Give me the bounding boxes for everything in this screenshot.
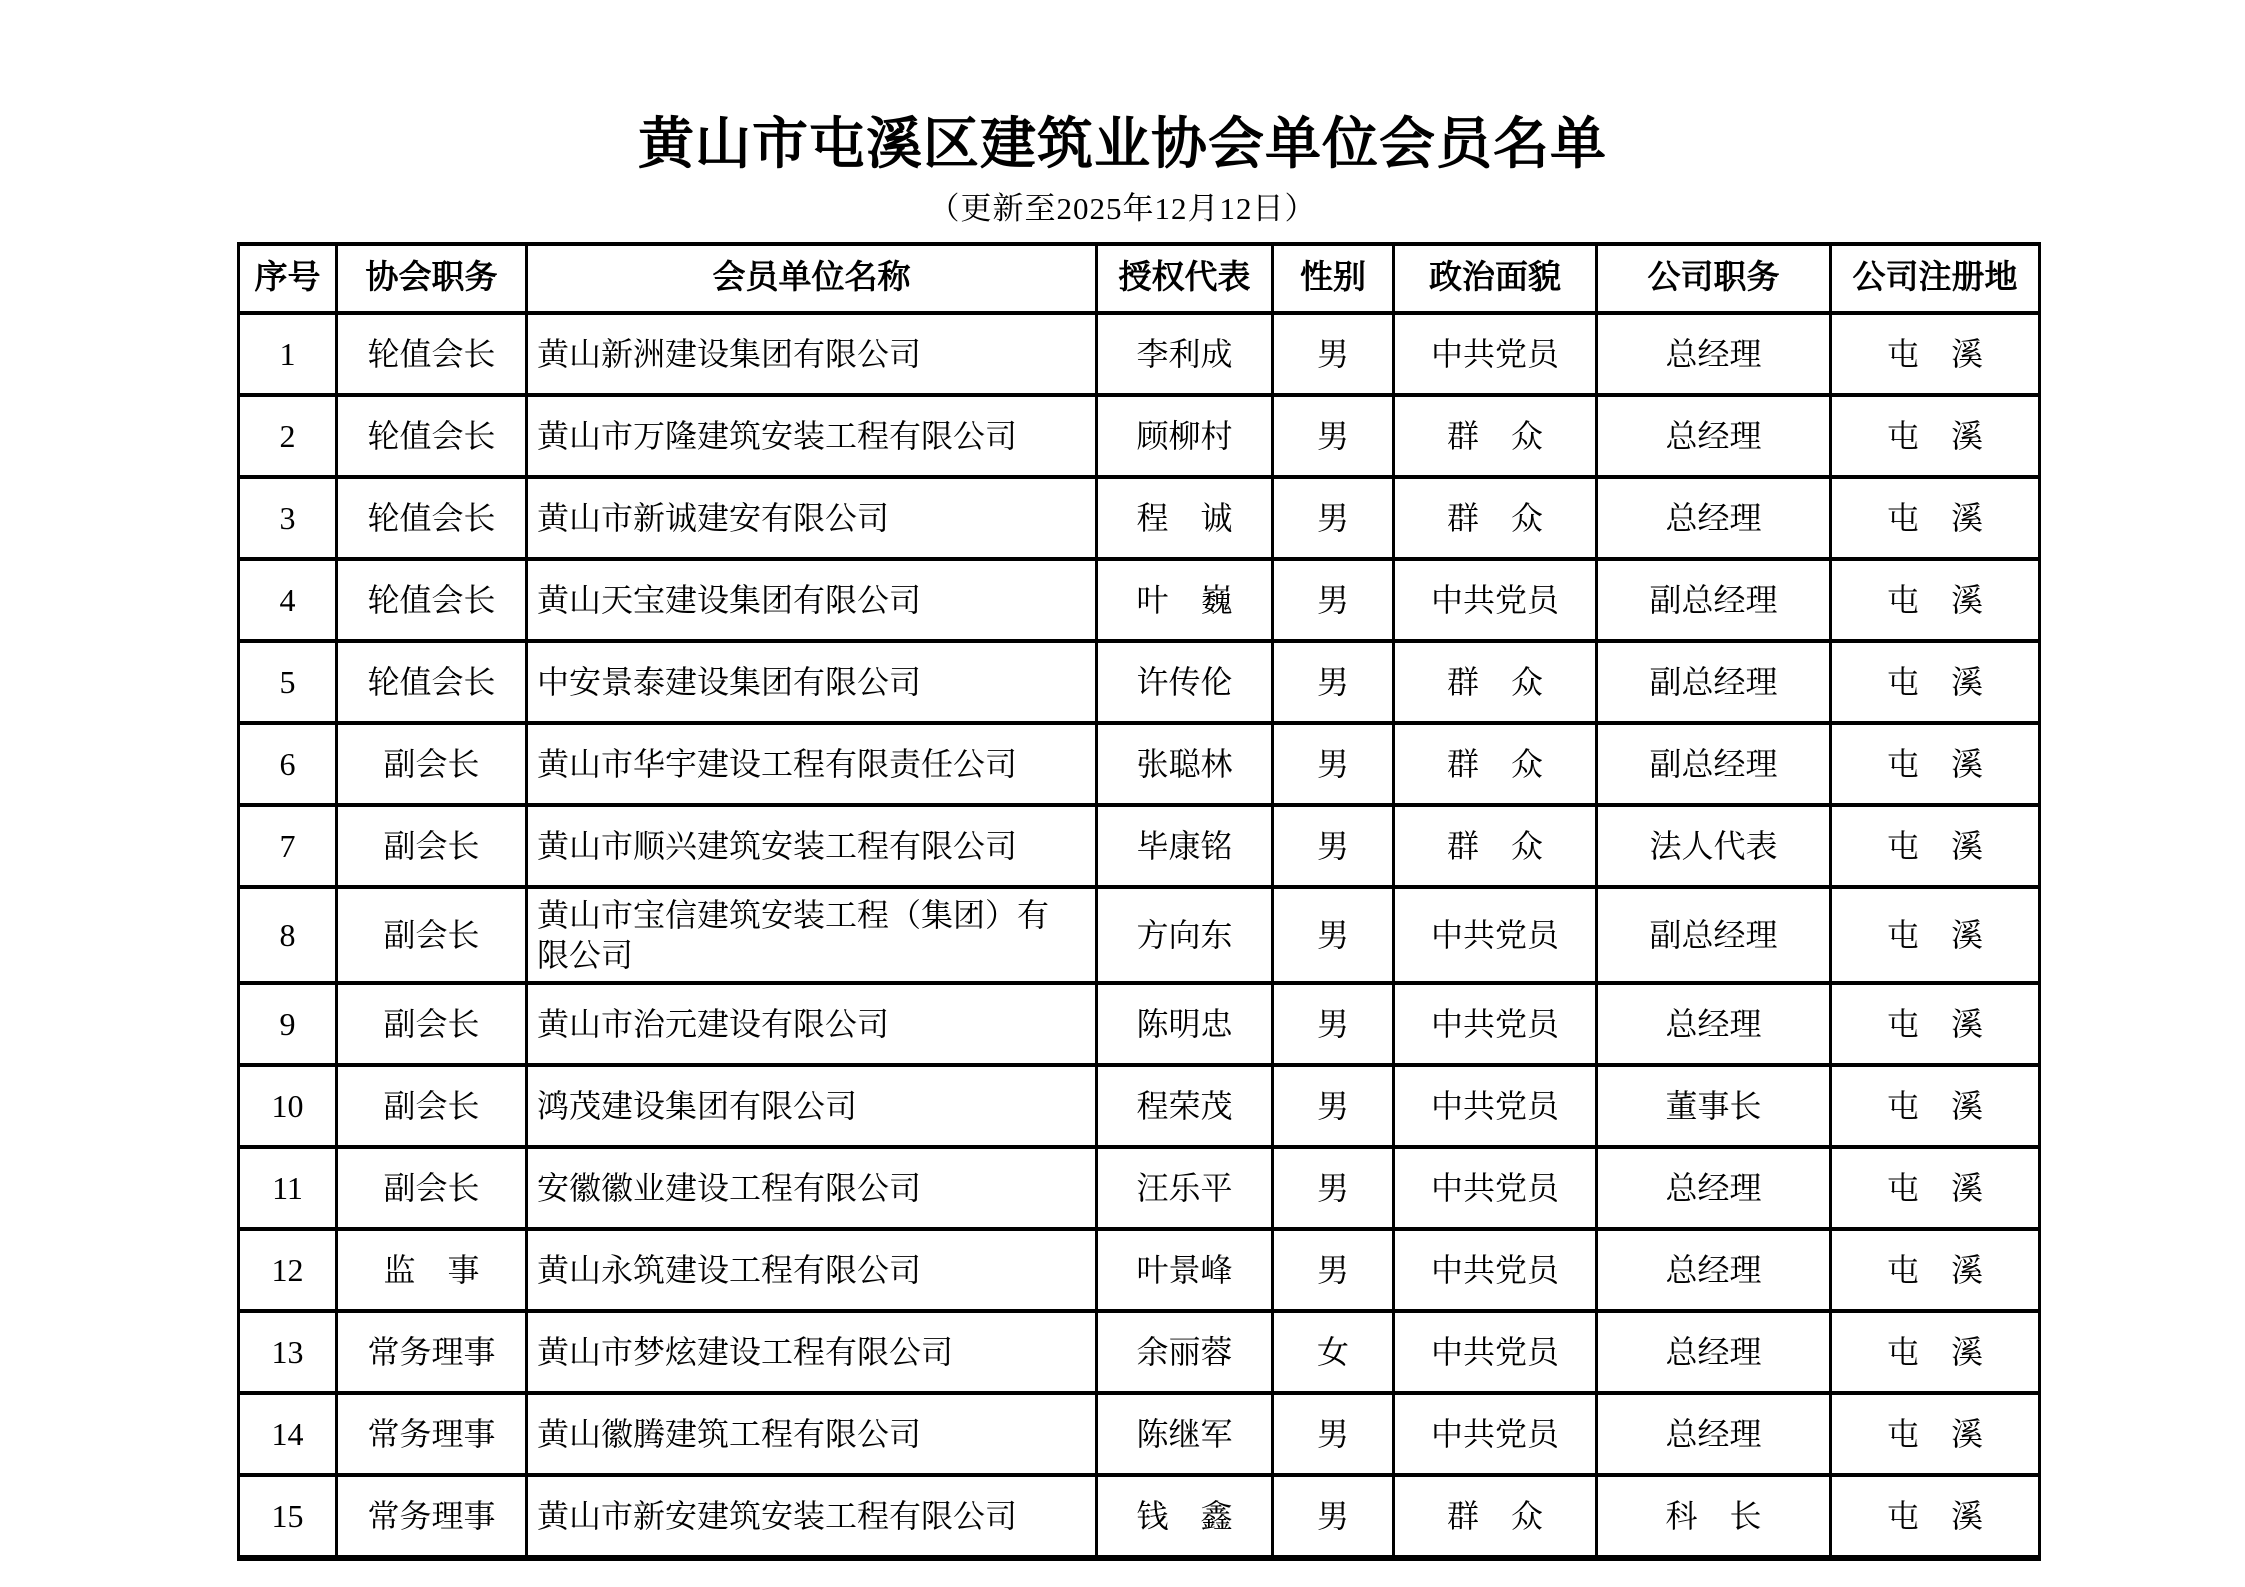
cell-location: 屯 溪 bbox=[1831, 477, 2040, 559]
cell-gender: 男 bbox=[1273, 1475, 1394, 1558]
cell-title: 总经理 bbox=[1597, 1147, 1831, 1229]
cell-gender: 男 bbox=[1273, 1229, 1394, 1311]
page-title: 黄山市屯溪区建筑业协会单位会员名单 bbox=[638, 114, 1607, 176]
cell-location: 屯 溪 bbox=[1831, 1147, 2040, 1229]
cell-position: 轮值会长 bbox=[337, 641, 527, 723]
cell-representative: 程荣茂 bbox=[1097, 1065, 1273, 1147]
cell-gender: 女 bbox=[1273, 1311, 1394, 1393]
cell-company: 中安景泰建设集团有限公司 bbox=[527, 641, 1097, 723]
cell-title: 总经理 bbox=[1597, 313, 1831, 395]
cell-political: 中共党员 bbox=[1394, 887, 1597, 983]
header-representative: 授权代表 bbox=[1097, 244, 1273, 313]
table-row bbox=[239, 559, 2040, 641]
cell-company: 黄山市新安建筑安装工程有限公司 bbox=[527, 1475, 1097, 1558]
cell-political: 中共党员 bbox=[1394, 1393, 1597, 1475]
cell-representative: 叶 巍 bbox=[1097, 559, 1273, 641]
cell-no: 13 bbox=[239, 1311, 337, 1393]
cell-company: 黄山市万隆建筑安装工程有限公司 bbox=[527, 395, 1097, 477]
cell-title: 副总经理 bbox=[1597, 641, 1831, 723]
cell-gender: 男 bbox=[1273, 723, 1394, 805]
table-row bbox=[239, 395, 2040, 477]
cell-no: 9 bbox=[239, 983, 337, 1065]
cell-company: 黄山永筑建设工程有限公司 bbox=[527, 1229, 1097, 1311]
header-no: 序号 bbox=[239, 244, 337, 313]
cell-political: 群 众 bbox=[1394, 477, 1597, 559]
cell-location: 屯 溪 bbox=[1831, 1475, 2040, 1558]
cell-no: 2 bbox=[239, 395, 337, 477]
cell-representative: 李利成 bbox=[1097, 313, 1273, 395]
cell-title: 科 长 bbox=[1597, 1475, 1831, 1558]
table-row bbox=[239, 313, 2040, 395]
header-title: 公司职务 bbox=[1597, 244, 1831, 313]
cell-political: 中共党员 bbox=[1394, 1229, 1597, 1311]
header-gender: 性别 bbox=[1273, 244, 1394, 313]
cell-position: 副会长 bbox=[337, 983, 527, 1065]
cell-position: 监 事 bbox=[337, 1229, 527, 1311]
cell-political: 群 众 bbox=[1394, 805, 1597, 887]
table-row bbox=[239, 641, 2040, 723]
cell-company: 黄山市新诚建安有限公司 bbox=[527, 477, 1097, 559]
cell-representative: 方向东 bbox=[1097, 887, 1273, 983]
table-body bbox=[239, 313, 2040, 1558]
cell-title: 法人代表 bbox=[1597, 805, 1831, 887]
cell-title: 副总经理 bbox=[1597, 723, 1831, 805]
cell-company: 安徽徽业建设工程有限公司 bbox=[527, 1147, 1097, 1229]
cell-political: 群 众 bbox=[1394, 1475, 1597, 1558]
cell-representative: 张聪林 bbox=[1097, 723, 1273, 805]
cell-no: 8 bbox=[239, 887, 337, 983]
cell-political: 群 众 bbox=[1394, 395, 1597, 477]
cell-position: 轮值会长 bbox=[337, 559, 527, 641]
cell-representative: 毕康铭 bbox=[1097, 805, 1273, 887]
cell-title: 总经理 bbox=[1597, 1229, 1831, 1311]
cell-political: 中共党员 bbox=[1394, 1311, 1597, 1393]
cell-representative: 汪乐平 bbox=[1097, 1147, 1273, 1229]
cell-gender: 男 bbox=[1273, 477, 1394, 559]
cell-political: 中共党员 bbox=[1394, 983, 1597, 1065]
cell-gender: 男 bbox=[1273, 1147, 1394, 1229]
cell-position: 轮值会长 bbox=[337, 477, 527, 559]
cell-position: 轮值会长 bbox=[337, 395, 527, 477]
cell-no: 1 bbox=[239, 313, 337, 395]
cell-political: 群 众 bbox=[1394, 723, 1597, 805]
cell-position: 常务理事 bbox=[337, 1393, 527, 1475]
cell-representative: 陈继军 bbox=[1097, 1393, 1273, 1475]
table-row bbox=[239, 887, 2040, 983]
cell-political: 中共党员 bbox=[1394, 1065, 1597, 1147]
header-location: 公司注册地 bbox=[1831, 244, 2040, 313]
cell-gender: 男 bbox=[1273, 1393, 1394, 1475]
cell-position: 副会长 bbox=[337, 723, 527, 805]
cell-title: 总经理 bbox=[1597, 395, 1831, 477]
cell-location: 屯 溪 bbox=[1831, 887, 2040, 983]
table-row bbox=[239, 723, 2040, 805]
cell-company: 鸿茂建设集团有限公司 bbox=[527, 1065, 1097, 1147]
cell-location: 屯 溪 bbox=[1831, 1311, 2040, 1393]
cell-company: 黄山市梦炫建设工程有限公司 bbox=[527, 1311, 1097, 1393]
cell-title: 总经理 bbox=[1597, 1393, 1831, 1475]
cell-no: 6 bbox=[239, 723, 337, 805]
cell-no: 4 bbox=[239, 559, 337, 641]
cell-title: 副总经理 bbox=[1597, 887, 1831, 983]
cell-position: 副会长 bbox=[337, 887, 527, 983]
cell-company: 黄山天宝建设集团有限公司 bbox=[527, 559, 1097, 641]
cell-company: 黄山新洲建设集团有限公司 bbox=[527, 313, 1097, 395]
cell-gender: 男 bbox=[1273, 1065, 1394, 1147]
page-subtitle: （更新至2025年12月12日） bbox=[928, 191, 1317, 227]
cell-position: 轮值会长 bbox=[337, 313, 527, 395]
cell-representative: 程 诚 bbox=[1097, 477, 1273, 559]
cell-location: 屯 溪 bbox=[1831, 313, 2040, 395]
cell-location: 屯 溪 bbox=[1831, 805, 2040, 887]
table-row bbox=[239, 477, 2040, 559]
cell-position: 副会长 bbox=[337, 1065, 527, 1147]
cell-title: 董事长 bbox=[1597, 1065, 1831, 1147]
cell-location: 屯 溪 bbox=[1831, 395, 2040, 477]
table-row bbox=[239, 1065, 2040, 1147]
cell-location: 屯 溪 bbox=[1831, 983, 2040, 1065]
cell-location: 屯 溪 bbox=[1831, 1393, 2040, 1475]
cell-political: 中共党员 bbox=[1394, 559, 1597, 641]
member-table bbox=[237, 242, 2041, 1561]
table-row bbox=[239, 1147, 2040, 1229]
cell-gender: 男 bbox=[1273, 805, 1394, 887]
cell-representative: 陈明忠 bbox=[1097, 983, 1273, 1065]
cell-political: 中共党员 bbox=[1394, 1147, 1597, 1229]
table-row bbox=[239, 983, 2040, 1065]
cell-no: 7 bbox=[239, 805, 337, 887]
cell-location: 屯 溪 bbox=[1831, 559, 2040, 641]
header-position: 协会职务 bbox=[337, 244, 527, 313]
cell-representative: 钱 鑫 bbox=[1097, 1475, 1273, 1558]
cell-no: 11 bbox=[239, 1147, 337, 1229]
table-row bbox=[239, 805, 2040, 887]
cell-location: 屯 溪 bbox=[1831, 641, 2040, 723]
cell-gender: 男 bbox=[1273, 641, 1394, 723]
cell-company: 黄山徽腾建筑工程有限公司 bbox=[527, 1393, 1097, 1475]
cell-location: 屯 溪 bbox=[1831, 1065, 2040, 1147]
cell-no: 5 bbox=[239, 641, 337, 723]
cell-representative: 顾柳村 bbox=[1097, 395, 1273, 477]
cell-gender: 男 bbox=[1273, 395, 1394, 477]
cell-position: 常务理事 bbox=[337, 1311, 527, 1393]
cell-company: 黄山市顺兴建筑安装工程有限公司 bbox=[527, 805, 1097, 887]
cell-company: 黄山市治元建设有限公司 bbox=[527, 983, 1097, 1065]
cell-gender: 男 bbox=[1273, 983, 1394, 1065]
cell-representative: 许传伦 bbox=[1097, 641, 1273, 723]
table-row bbox=[239, 1311, 2040, 1393]
cell-title: 副总经理 bbox=[1597, 559, 1831, 641]
cell-gender: 男 bbox=[1273, 313, 1394, 395]
table-row bbox=[239, 1475, 2040, 1558]
cell-gender: 男 bbox=[1273, 887, 1394, 983]
header-company: 会员单位名称 bbox=[527, 244, 1097, 313]
cell-no: 15 bbox=[239, 1475, 337, 1558]
table-header-row bbox=[239, 244, 2040, 313]
cell-no: 12 bbox=[239, 1229, 337, 1311]
cell-political: 群 众 bbox=[1394, 641, 1597, 723]
cell-no: 10 bbox=[239, 1065, 337, 1147]
cell-title: 总经理 bbox=[1597, 983, 1831, 1065]
cell-representative: 叶景峰 bbox=[1097, 1229, 1273, 1311]
cell-no: 3 bbox=[239, 477, 337, 559]
cell-title: 总经理 bbox=[1597, 477, 1831, 559]
cell-company: 黄山市华宇建设工程有限责任公司 bbox=[527, 723, 1097, 805]
cell-gender: 男 bbox=[1273, 559, 1394, 641]
table-row bbox=[239, 1229, 2040, 1311]
cell-location: 屯 溪 bbox=[1831, 1229, 2040, 1311]
cell-position: 副会长 bbox=[337, 1147, 527, 1229]
header-political: 政治面貌 bbox=[1394, 244, 1597, 313]
table-row bbox=[239, 1393, 2040, 1475]
cell-position: 副会长 bbox=[337, 805, 527, 887]
cell-location: 屯 溪 bbox=[1831, 723, 2040, 805]
cell-representative: 余丽蓉 bbox=[1097, 1311, 1273, 1393]
cell-company: 黄山市宝信建筑安装工程（集团）有限公司 bbox=[527, 887, 1097, 983]
cell-title: 总经理 bbox=[1597, 1311, 1831, 1393]
cell-position: 常务理事 bbox=[337, 1475, 527, 1558]
cell-no: 14 bbox=[239, 1393, 337, 1475]
cell-political: 中共党员 bbox=[1394, 313, 1597, 395]
